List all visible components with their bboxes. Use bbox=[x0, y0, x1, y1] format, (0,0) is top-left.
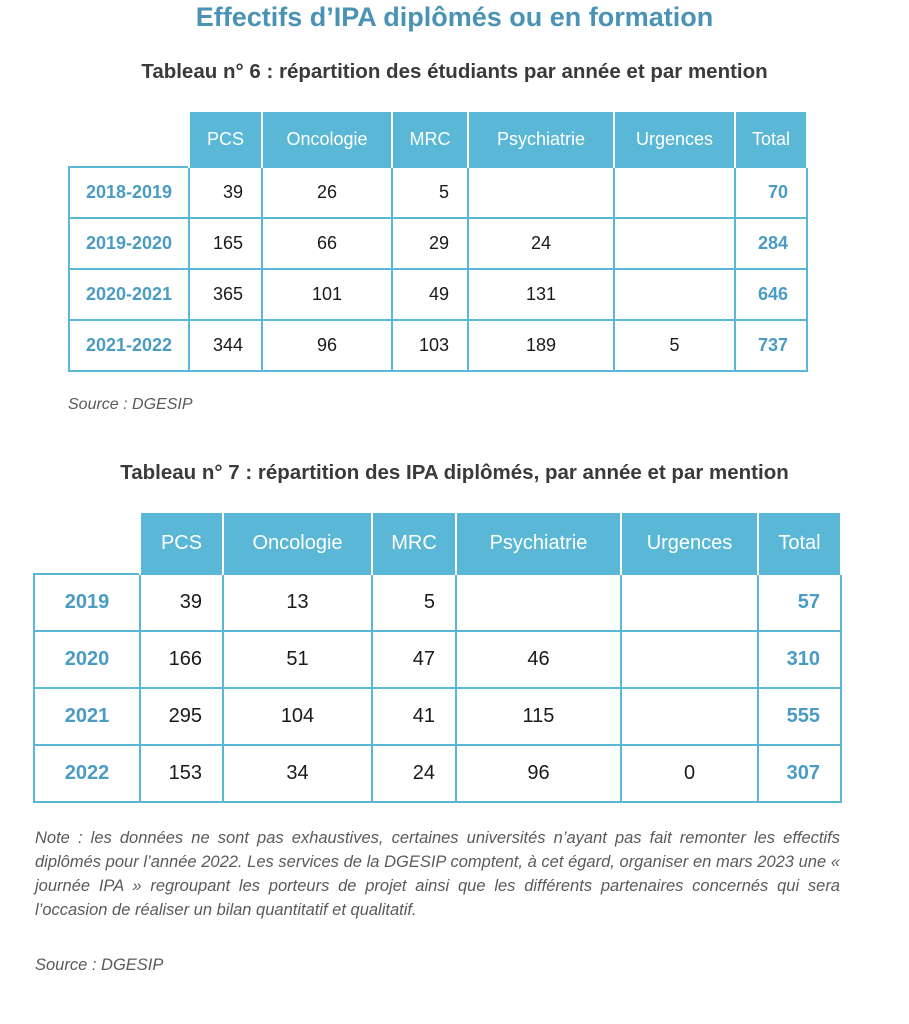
cell-oncologie: 101 bbox=[262, 269, 392, 320]
row-year: 2020-2021 bbox=[69, 269, 189, 320]
row-year: 2019-2020 bbox=[69, 218, 189, 269]
page-title: Effectifs d’IPA diplômés ou en formation bbox=[195, 2, 714, 32]
table7-title: Tableau n° 7 : répartition des IPA diplômés, par année et par mention bbox=[120, 461, 789, 484]
table6-header-pcs: PCS bbox=[189, 112, 262, 167]
cell-urgences: 0 bbox=[621, 745, 758, 802]
table7-note: Note : les données ne sont pas exhaustives, certaines universités n’ayant pas fait remonter les effectifs diplômés pour l’année 2022. Les services de la DGESIP comptent, à cet égard, organiser en mars 2023 une « journée IPA » regroupant les porteurs de projet ainsi que les différents partenaires concernés qui sera l’occasion de réaliser un bilan quantitatif et qualitatif. bbox=[35, 829, 840, 919]
row-year: 2021-2022 bbox=[69, 320, 189, 371]
cell-psychiatrie: 24 bbox=[468, 218, 614, 269]
table7-source: Source : DGESIP bbox=[35, 956, 164, 974]
cell-oncologie: 104 bbox=[223, 688, 372, 745]
table-row bbox=[34, 631, 841, 688]
cell-oncologie: 13 bbox=[223, 574, 372, 631]
cell-pcs: 344 bbox=[189, 320, 262, 371]
table-row bbox=[69, 167, 807, 218]
cell-psychiatrie: 131 bbox=[468, 269, 614, 320]
table6-header-corner bbox=[69, 112, 189, 167]
row-year: 2019 bbox=[34, 574, 140, 631]
cell-urgences bbox=[621, 688, 758, 745]
table7-header-psychiatrie: Psychiatrie bbox=[456, 513, 621, 574]
table6-header-row bbox=[69, 112, 807, 167]
cell-oncologie: 26 bbox=[262, 167, 392, 218]
cell-mrc: 29 bbox=[392, 218, 468, 269]
cell-total: 646 bbox=[735, 269, 807, 320]
cell-psychiatrie bbox=[468, 167, 614, 218]
cell-urgences: 5 bbox=[614, 320, 735, 371]
cell-mrc: 41 bbox=[372, 688, 456, 745]
cell-oncologie: 96 bbox=[262, 320, 392, 371]
table7-header-total: Total bbox=[758, 513, 841, 574]
table6-header-psychiatrie: Psychiatrie bbox=[468, 112, 614, 167]
cell-pcs: 39 bbox=[140, 574, 223, 631]
cell-mrc: 24 bbox=[372, 745, 456, 802]
table-row bbox=[34, 688, 841, 745]
table6-header-urgences: Urgences bbox=[614, 112, 735, 167]
cell-psychiatrie bbox=[456, 574, 621, 631]
cell-pcs: 165 bbox=[189, 218, 262, 269]
table7-header-pcs: PCS bbox=[140, 513, 223, 574]
row-year: 2021 bbox=[34, 688, 140, 745]
table6-header-oncologie: Oncologie bbox=[262, 112, 392, 167]
cell-total: 284 bbox=[735, 218, 807, 269]
cell-oncologie: 51 bbox=[223, 631, 372, 688]
cell-oncologie: 34 bbox=[223, 745, 372, 802]
cell-pcs: 153 bbox=[140, 745, 223, 802]
cell-total: 555 bbox=[758, 688, 841, 745]
table-row bbox=[69, 269, 807, 320]
cell-total: 70 bbox=[735, 167, 807, 218]
cell-total: 310 bbox=[758, 631, 841, 688]
cell-mrc: 103 bbox=[392, 320, 468, 371]
table6 bbox=[68, 112, 808, 372]
cell-mrc: 49 bbox=[392, 269, 468, 320]
table7-header-row bbox=[34, 513, 841, 574]
cell-psychiatrie: 189 bbox=[468, 320, 614, 371]
table6-header-total: Total bbox=[735, 112, 807, 167]
cell-total: 737 bbox=[735, 320, 807, 371]
table-row bbox=[69, 320, 807, 371]
table-row bbox=[34, 745, 841, 802]
table6-header-mrc: MRC bbox=[392, 112, 468, 167]
table7-header-corner bbox=[34, 513, 140, 574]
cell-psychiatrie: 46 bbox=[456, 631, 621, 688]
cell-pcs: 295 bbox=[140, 688, 223, 745]
row-year: 2022 bbox=[34, 745, 140, 802]
table-row bbox=[34, 574, 841, 631]
cell-psychiatrie: 115 bbox=[456, 688, 621, 745]
cell-mrc: 5 bbox=[392, 167, 468, 218]
table7-header-urgences: Urgences bbox=[621, 513, 758, 574]
cell-urgences bbox=[614, 218, 735, 269]
cell-urgences bbox=[621, 631, 758, 688]
table6-title: Tableau n° 6 : répartition des étudiants par année et par mention bbox=[141, 60, 768, 83]
table-row bbox=[69, 218, 807, 269]
table7 bbox=[33, 513, 842, 803]
row-year: 2020 bbox=[34, 631, 140, 688]
cell-oncologie: 66 bbox=[262, 218, 392, 269]
row-year: 2018-2019 bbox=[69, 167, 189, 218]
cell-urgences bbox=[614, 269, 735, 320]
cell-pcs: 365 bbox=[189, 269, 262, 320]
table6-source: Source : DGESIP bbox=[68, 396, 193, 413]
cell-total: 57 bbox=[758, 574, 841, 631]
table7-header-mrc: MRC bbox=[372, 513, 456, 574]
cell-mrc: 47 bbox=[372, 631, 456, 688]
table7-header-oncologie: Oncologie bbox=[223, 513, 372, 574]
cell-pcs: 39 bbox=[189, 167, 262, 218]
cell-total: 307 bbox=[758, 745, 841, 802]
cell-mrc: 5 bbox=[372, 574, 456, 631]
cell-pcs: 166 bbox=[140, 631, 223, 688]
cell-urgences bbox=[621, 574, 758, 631]
cell-urgences bbox=[614, 167, 735, 218]
cell-psychiatrie: 96 bbox=[456, 745, 621, 802]
